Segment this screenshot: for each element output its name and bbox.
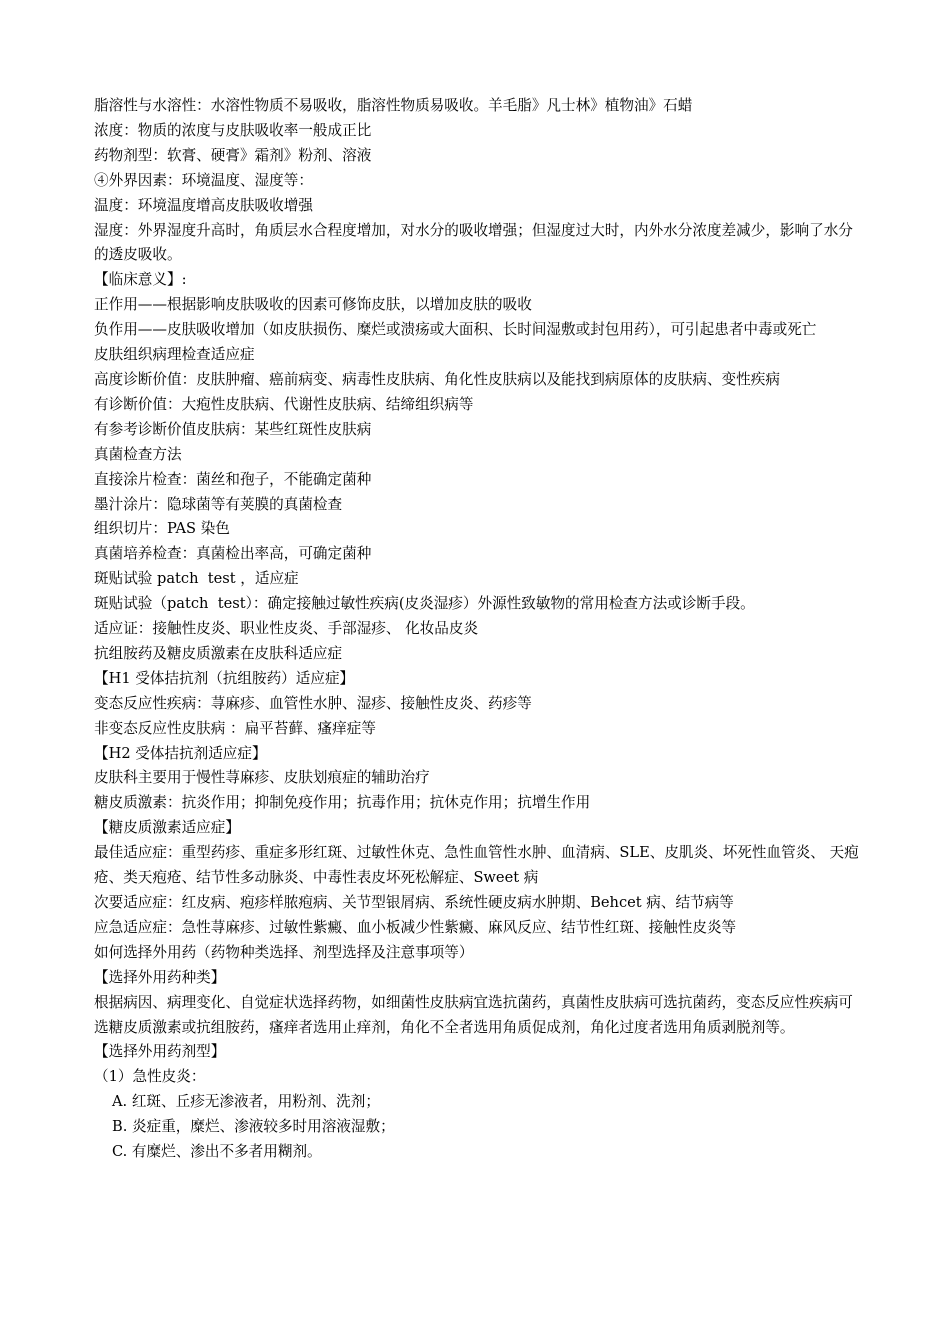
section-title: 斑贴试验 patch test ，适应症 <box>94 570 299 588</box>
list-item: A. 红斑、丘疹无渗液者，用粉剂、洗剂； <box>112 1093 380 1111</box>
text-line: 温度：环境温度增高皮肤吸收增强 <box>94 196 313 214</box>
text-line: 变态反应性疾病：荨麻疹、血管性水肿、湿疹、接触性皮炎、药疹等 <box>94 694 532 712</box>
text-line: 根据病因、病理变化、自觉症状选择药物，如细菌性皮肤病宜选抗菌药，真菌性皮肤病可选抗菌药，变态反应性疾病可选糖皮质激素或抗组胺药，瘙痒者选用止痒剂，角化不全者选用角质促成剂，角化过度者选用角质剥脱剂等。 <box>94 993 853 1036</box>
section-title: 抗组胺药及糖皮质激素在皮肤科适应症 <box>94 644 343 662</box>
text-line: 非变态反应性皮肤病 ：扁平苔藓、瘙痒症等 <box>94 719 376 737</box>
text-line: 应急适应症：急性荨麻疹、过敏性紫癜、血小板减少性紫癜、麻风反应、结节性红斑、接触性皮炎等 <box>94 918 737 936</box>
section-title: 如何选择外用药（药物种类选择、剂型选择及注意事项等） <box>94 943 474 961</box>
section-heading: 【选择外用药剂型】 <box>94 1043 226 1061</box>
text-line: 墨汁涂片：隐球菌等有荚膜的真菌检查 <box>94 495 343 513</box>
text-line: 真菌培养检查：真菌检出率高，可确定菌种 <box>94 545 372 563</box>
list-item: B. 炎症重，糜烂、渗液较多时用溶液湿敷； <box>112 1118 395 1136</box>
section-title: 皮肤组织病理检查适应症 <box>94 346 255 364</box>
text-line: 糖皮质激素：抗炎作用；抑制免疫作用；抗毒作用；抗休克作用；抗增生作用 <box>94 794 591 812</box>
section-heading: 【H1 受体拮抗剂（抗组胺药）适应症】 <box>94 669 355 687</box>
text-line: ④外界因素：环境温度、湿度等： <box>94 171 313 189</box>
text-line: 药物剂型：软膏、硬膏》霜剂》粉剂、溶液 <box>94 146 372 164</box>
section-title: 真菌检查方法 <box>94 445 182 463</box>
text-line: 高度诊断价值：皮肤肿瘤、癌前病变、病毒性皮肤病、角化性皮肤病以及能找到病原体的皮肤病、变性疾病 <box>94 370 780 388</box>
section-heading: 【H2 受体拮抗剂适应症】 <box>94 744 267 762</box>
section-heading: 【糖皮质激素适应症】 <box>94 819 240 837</box>
text-line: 斑贴试验（patch test）：确定接触过敏性疾病(皮炎湿疹）外源性致敏物的常用检查方法或诊断手段。 <box>94 595 755 613</box>
text-line: 有诊断价值：大疱性皮肤病、代谢性皮肤病、结缔组织病等 <box>94 395 474 413</box>
text-line: 组织切片：PAS 染色 <box>94 520 230 538</box>
text-line: 湿度：外界湿度升高时，角质层水合程度增加，对水分的吸收增强；但湿度过大时，内外水分浓度差减少，影响了水分的透皮吸收。 <box>94 221 853 264</box>
list-heading: （1）急性皮炎： <box>94 1068 206 1086</box>
section-heading: 【选择外用药种类】 <box>94 968 226 986</box>
text-line: 最佳适应症：重型药疹、重症多形红斑、过敏性休克、急性血管性水肿、血清病、SLE、皮肌炎、坏死性血管炎、 天疱疮、类天疱疮、结节性多动脉炎、中毒性表皮坏死松解症、Sweet 病 <box>94 844 859 887</box>
text-line: 脂溶性与水溶性：水溶性物质不易吸收，脂溶性物质易吸收。羊毛脂》凡士林》植物油》石蜡 <box>94 97 693 114</box>
text-line: 正作用——根据影响皮肤吸收的因素可修饰皮肤，以增加皮肤的吸收 <box>94 296 532 314</box>
text-line: 皮肤科主要用于慢性荨麻疹、皮肤划痕症的辅助治疗 <box>94 769 430 787</box>
text-line: 次要适应症：红皮病、疱疹样脓疱病、关节型银屑病、系统性硬皮病水肿期、Behcet 病、结节病等 <box>94 894 734 911</box>
text-line: 负作用——皮肤吸收增加（如皮肤损伤、糜烂或溃疡或大面积、长时间湿敷或封包用药），可引起患者中毒或死亡 <box>94 321 817 339</box>
list-item: C. 有糜烂、渗出不多者用糊剂。 <box>112 1143 322 1161</box>
section-heading: 【临床意义】: <box>94 271 187 289</box>
text-line: 直接涂片检查：菌丝和孢子，不能确定菌种 <box>94 470 372 488</box>
text-line: 适应证：接触性皮炎、职业性皮炎、手部湿疹、 化妆品皮炎 <box>94 620 479 638</box>
text-line: 有参考诊断价值皮肤病：某些红斑性皮肤病 <box>94 420 372 438</box>
text-line: 浓度：物质的浓度与皮肤吸收率一般成正比 <box>94 121 372 139</box>
